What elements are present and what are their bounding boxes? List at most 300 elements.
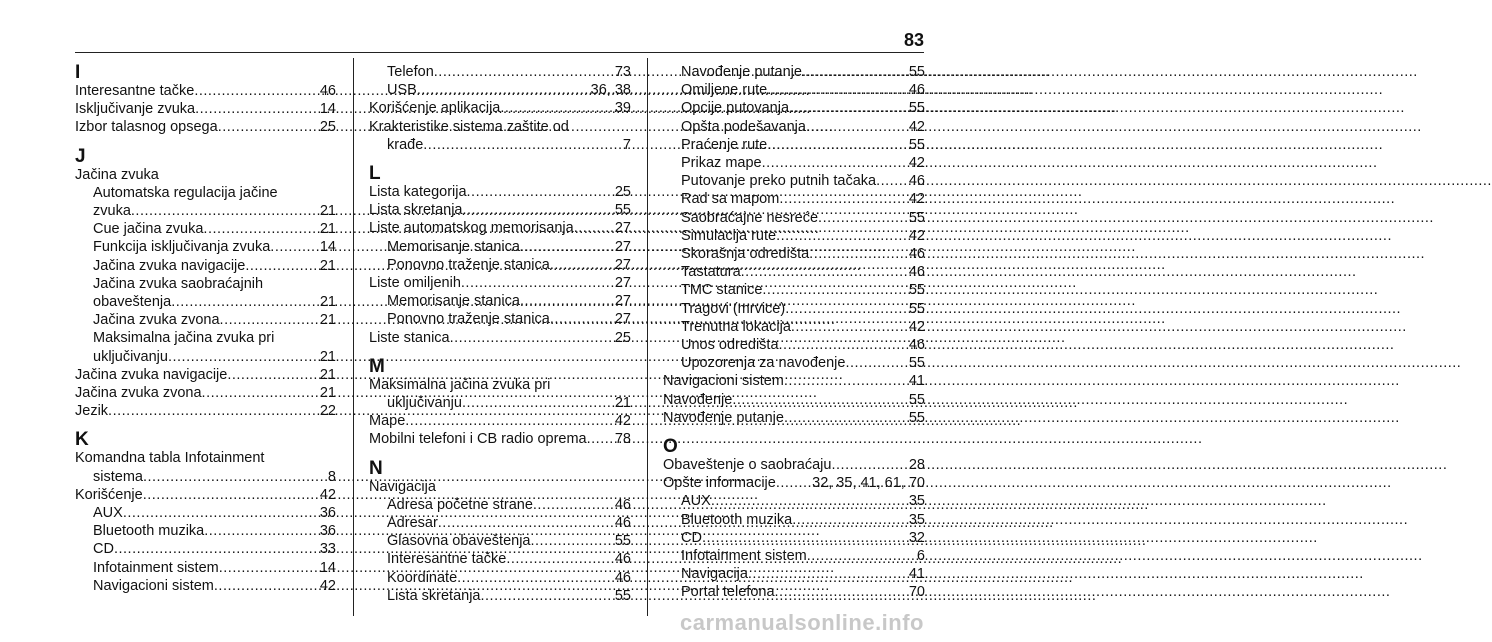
entry-page: 27	[614, 293, 631, 310]
index-heading: Maksimalna jačina zvuka pri	[369, 376, 551, 393]
entry-label: AUX	[93, 505, 123, 522]
entry-page: 55	[908, 355, 925, 372]
entry-label: uključivanju	[93, 348, 168, 365]
index-entry	[75, 311, 336, 329]
dot-leader	[520, 292, 614, 310]
entry-label: Navođenje putanje	[681, 64, 802, 80]
entry-page: 78	[614, 431, 631, 448]
entry-page: 55	[908, 409, 925, 426]
dot-leader	[219, 559, 319, 577]
entry-label: Navođenje	[663, 391, 733, 408]
index-entry	[369, 81, 631, 99]
dot-leader	[748, 565, 908, 583]
entry-label: Tastatura	[681, 264, 741, 281]
dot-leader	[831, 456, 907, 474]
entry-label: Cue jačina zvuka	[93, 221, 204, 238]
entry-page: 46	[908, 173, 925, 190]
entry-label: Navigacija	[681, 566, 748, 583]
index-entry	[369, 219, 631, 237]
entry-label: Mobilni telefoni i CB radio oprema	[369, 431, 587, 448]
dot-leader	[520, 238, 614, 256]
dot-leader	[204, 522, 319, 540]
entry-label: Memorisanje stanica	[387, 293, 520, 310]
entry-page: 46	[614, 569, 631, 586]
index-entry	[663, 99, 925, 117]
dot-leader	[481, 587, 614, 605]
dot-leader	[533, 496, 614, 514]
entry-label: Praćenje rute	[681, 136, 768, 153]
index-entry	[75, 486, 336, 504]
dot-leader	[506, 550, 614, 568]
index-entry	[75, 257, 336, 275]
dot-leader	[434, 63, 614, 81]
index-entry	[663, 511, 925, 529]
index-entry	[75, 82, 336, 100]
dot-leader	[227, 366, 319, 384]
dot-leader	[114, 540, 319, 558]
index-entry	[663, 474, 925, 492]
section-letter: M	[369, 355, 385, 377]
index-heading: Navigacija	[369, 478, 436, 495]
index-entry	[369, 310, 631, 328]
dot-leader	[467, 183, 614, 201]
index-entry	[663, 492, 925, 510]
index-entry	[663, 300, 925, 318]
entry-label: Tragovi (mrvice)	[681, 300, 786, 317]
dot-leader	[131, 202, 319, 220]
index-heading: Automatska regulacija jačine	[93, 184, 278, 201]
entry-label: Putovanje preko putnih tačaka	[681, 173, 877, 190]
entry-label: Adresar	[387, 515, 438, 532]
dot-leader	[789, 99, 908, 117]
index-entry	[663, 263, 925, 281]
entry-label: Jačina zvuka zvona	[75, 385, 202, 402]
dot-leader	[732, 391, 908, 409]
entry-label: Interesantne tačke	[75, 83, 195, 99]
index-entry	[369, 201, 631, 219]
entry-label: Simulacija rute	[681, 227, 777, 244]
section-letter: J	[75, 145, 86, 167]
entry-label: Lista kategorija	[369, 184, 467, 201]
entry-page: 27	[614, 311, 631, 328]
index-heading: Maksimalna jačina zvuka pri	[93, 330, 275, 347]
dot-leader	[143, 486, 319, 504]
entry-page: 46	[614, 496, 631, 513]
entry-label: Navođenje putanje	[663, 409, 784, 426]
entry-label: Izbor talasnog opsega	[75, 119, 218, 136]
index-column-2	[369, 63, 631, 605]
entry-page: 46	[614, 515, 631, 532]
dot-leader	[194, 82, 319, 100]
index-entry	[369, 256, 631, 274]
entry-label: Korišćenje	[75, 486, 143, 503]
dot-leader	[123, 504, 319, 522]
index-entry	[663, 354, 925, 372]
dot-leader	[784, 372, 908, 390]
entry-label: TMC stanice	[681, 282, 763, 299]
entry-label: USB	[387, 82, 417, 99]
index-heading: Jačina zvuka saobraćajnih	[93, 275, 264, 292]
dot-leader	[463, 201, 614, 219]
dot-leader	[587, 430, 614, 448]
dot-leader	[461, 274, 614, 292]
entry-page: 42	[908, 118, 925, 135]
entry-label: Ponovno traženje stanica	[387, 311, 550, 328]
dot-leader	[776, 474, 811, 492]
index-entry	[75, 202, 336, 220]
entry-label: Obaveštenje o saobraćaju	[663, 457, 832, 474]
entry-page: 55	[908, 136, 925, 153]
entry-label: Jačina zvuka navigacije	[75, 366, 228, 383]
entry-page: 55	[614, 587, 631, 604]
dot-leader	[574, 219, 614, 237]
entry-label: zvuka	[93, 203, 131, 220]
entry-page: 55	[908, 64, 925, 80]
entry-page: 42	[319, 577, 336, 594]
index-entry	[75, 522, 336, 540]
index-column-1	[75, 63, 336, 595]
section-letter: L	[369, 163, 381, 185]
entry-label: Opšta podešavanja	[681, 118, 806, 135]
page-number: 83	[903, 30, 924, 50]
entry-label: Koordinate	[387, 569, 458, 586]
entry-page: 21	[319, 348, 336, 365]
entry-page: 33	[319, 541, 336, 558]
entry-label: Bluetooth muzika	[681, 511, 793, 528]
entry-label: CD	[93, 541, 114, 558]
dot-leader	[702, 529, 908, 547]
entry-label: Skorašnja odredišta	[681, 246, 810, 263]
entry-label: Memorisanje stanica	[387, 238, 520, 255]
dot-leader	[171, 293, 319, 311]
index-entry	[369, 394, 631, 412]
entry-page: 32, 35, 41, 61, 70	[812, 475, 925, 492]
entry-page: 21	[319, 366, 336, 383]
entry-page: 36	[319, 505, 336, 522]
index-entry	[75, 402, 336, 420]
index-heading: Jačina zvuka	[75, 166, 159, 183]
index-entry	[369, 238, 631, 256]
header-rule	[75, 52, 924, 53]
index-entry	[369, 183, 631, 201]
entry-label: CD	[681, 529, 702, 546]
entry-label: Infotainment sistem	[681, 548, 807, 565]
dot-leader	[775, 583, 908, 601]
index-column-3	[663, 63, 925, 602]
dot-leader	[809, 245, 908, 263]
dot-leader	[203, 220, 318, 238]
entry-label: Navigacioni sistem	[663, 373, 784, 390]
entry-label: Telefon	[387, 64, 434, 80]
entry-page: 14	[319, 559, 336, 576]
entry-page: 46	[319, 83, 336, 99]
dot-leader	[776, 227, 908, 245]
index-entry	[75, 366, 336, 384]
entry-label: Adresa početne strane	[387, 496, 533, 513]
index-entry	[663, 583, 925, 601]
entry-page: 55	[908, 100, 925, 117]
dot-leader	[220, 311, 319, 329]
index-entry	[369, 496, 631, 514]
index-entry	[663, 118, 925, 136]
index-entry	[369, 430, 631, 448]
entry-page: 46	[908, 246, 925, 263]
entry-label: Infotainment sistem	[93, 559, 219, 576]
entry-page: 27	[614, 256, 631, 273]
dot-leader	[245, 257, 319, 275]
entry-page: 42	[908, 318, 925, 335]
entry-page: 41	[908, 566, 925, 583]
entry-label: Unos odredišta	[681, 337, 779, 354]
index-entry	[663, 154, 925, 172]
entry-label: Liste stanica	[369, 329, 450, 346]
entry-page: 8	[327, 468, 336, 485]
entry-page: 46	[614, 551, 631, 568]
entry-page: 42	[319, 486, 336, 503]
entry-page: 42	[908, 155, 925, 172]
entry-page: 42	[614, 413, 631, 430]
index-entry	[369, 136, 631, 154]
dot-leader	[785, 300, 908, 318]
dot-leader	[779, 336, 908, 354]
index-entry	[663, 565, 925, 583]
dot-leader	[202, 384, 319, 402]
index-entry	[663, 318, 925, 336]
entry-page: 21	[319, 257, 336, 274]
entry-label: Rad sa mapom	[681, 191, 780, 208]
watermark: carmanualsonline.info	[680, 610, 924, 635]
index-entry	[663, 391, 925, 409]
dot-leader	[168, 348, 319, 366]
index-entry	[369, 550, 631, 568]
dot-leader	[791, 318, 908, 336]
index-heading: Komandna tabla Infotainment	[75, 450, 265, 467]
index-entry	[663, 547, 925, 565]
index-entry	[75, 577, 336, 595]
entry-label: Jačina zvuka navigacije	[93, 257, 246, 274]
entry-label: Trenutna lokacija	[681, 318, 791, 335]
index-entry	[75, 293, 336, 311]
entry-page: 21	[319, 312, 336, 329]
entry-page: 46	[908, 82, 925, 99]
dot-leader	[457, 569, 614, 587]
index-entry	[663, 456, 925, 474]
dot-leader	[195, 100, 319, 118]
entry-page: 21	[319, 221, 336, 238]
entry-label: Navigacioni sistem	[93, 577, 214, 594]
entry-page: 55	[908, 300, 925, 317]
dot-leader	[767, 136, 908, 154]
dot-leader	[417, 81, 590, 99]
dot-leader	[218, 118, 319, 136]
index-entry	[663, 529, 925, 547]
entry-page: 14	[319, 101, 336, 118]
entry-page: 21	[319, 385, 336, 402]
entry-page: 14	[319, 239, 336, 256]
entry-label: Liste omiljenih	[369, 275, 461, 292]
index-entry	[75, 384, 336, 402]
dot-leader	[550, 310, 614, 328]
entry-label: sistema	[93, 468, 143, 485]
entry-label: Lista skretanja	[369, 202, 463, 219]
entry-page: 27	[614, 220, 631, 237]
entry-label: uključivanju	[387, 395, 462, 412]
index-entry	[663, 81, 925, 99]
entry-page: 42	[908, 191, 925, 208]
index-entry	[75, 100, 336, 118]
index-entry	[369, 274, 631, 292]
entry-page: 25	[614, 329, 631, 346]
entry-page: 55	[908, 391, 925, 408]
index-entry	[663, 209, 925, 227]
entry-page: 46	[908, 337, 925, 354]
dot-leader	[405, 412, 614, 430]
index-entry	[663, 172, 925, 190]
dot-leader	[550, 256, 614, 274]
section-letter: O	[663, 436, 678, 458]
index-entry	[663, 372, 925, 390]
index-entry	[369, 532, 631, 550]
index-entry	[663, 227, 925, 245]
entry-page: 55	[614, 533, 631, 550]
dot-leader	[876, 172, 908, 190]
dot-leader	[462, 394, 614, 412]
entry-page: 6	[916, 548, 925, 565]
entry-page: 21	[319, 294, 336, 311]
index-entry	[75, 118, 336, 136]
index-entry	[663, 136, 925, 154]
index-entry	[369, 63, 631, 81]
index-entry	[75, 238, 336, 256]
index-entry	[663, 281, 925, 299]
entry-label: Portal telefona	[681, 584, 775, 601]
entry-label: Liste automatskog memorisanja	[369, 220, 574, 237]
index-entry	[663, 63, 925, 81]
dot-leader	[143, 468, 327, 486]
index-entry	[663, 245, 925, 263]
dot-leader	[423, 136, 622, 154]
entry-page: 27	[614, 275, 631, 292]
entry-label: Prikaz mape	[681, 155, 762, 172]
index-entry	[663, 409, 925, 427]
entry-label: Jačina zvuka zvona	[93, 312, 220, 329]
index-entry	[663, 190, 925, 208]
index-entry	[75, 220, 336, 238]
entry-page: 27	[614, 238, 631, 255]
entry-page: 21	[614, 395, 631, 412]
entry-label: AUX	[681, 493, 711, 510]
dot-leader	[784, 409, 908, 427]
dot-leader	[802, 63, 908, 81]
dot-leader	[818, 209, 908, 227]
index-entry	[75, 559, 336, 577]
entry-label: Ponovno traženje stanica	[387, 256, 550, 273]
dot-leader	[270, 238, 319, 256]
entry-label: Interesantne tačke	[387, 551, 507, 568]
entry-page: 36, 38	[590, 82, 631, 99]
entry-page: 32	[908, 529, 925, 546]
entry-label: Jezik	[75, 403, 109, 420]
entry-label: Saobraćajne nesreće	[681, 209, 819, 226]
index-entry	[369, 569, 631, 587]
entry-label: Glasovna obaveštenja	[387, 533, 531, 550]
entry-page: 70	[908, 584, 925, 601]
dot-leader	[741, 263, 908, 281]
index-heading: Krakteristike sistema zaštite od	[369, 118, 569, 135]
entry-page: 21	[319, 203, 336, 220]
index-entry	[75, 540, 336, 558]
index-entry	[75, 504, 336, 522]
index-entry	[75, 468, 336, 486]
dot-leader	[531, 532, 614, 550]
section-letter: K	[75, 429, 89, 451]
entry-page: 55	[908, 209, 925, 226]
entry-page: 25	[319, 119, 336, 136]
section-letter: N	[369, 457, 383, 479]
dot-leader	[792, 511, 908, 529]
dot-leader	[807, 547, 916, 565]
dot-leader	[108, 402, 319, 420]
dot-leader	[779, 190, 908, 208]
index-entry	[75, 348, 336, 366]
entry-page: 46	[908, 264, 925, 281]
entry-page: 25	[614, 184, 631, 201]
dot-leader	[806, 118, 908, 136]
entry-label: Lista skretanja	[387, 587, 481, 604]
entry-page: 73	[614, 64, 631, 80]
entry-page: 28	[908, 457, 925, 474]
entry-page: 35	[908, 493, 925, 510]
index-entry	[369, 412, 631, 430]
dot-leader	[214, 577, 319, 595]
entry-page: 41	[908, 373, 925, 390]
index-entry	[369, 292, 631, 310]
entry-label: krađe	[387, 136, 424, 153]
dot-leader	[500, 99, 613, 117]
dot-leader	[762, 281, 907, 299]
entry-label: Omiljene rute	[681, 82, 768, 99]
index-entry	[663, 336, 925, 354]
index-entry	[369, 587, 631, 605]
entry-page: 55	[908, 282, 925, 299]
entry-label: Isključivanje zvuka	[75, 101, 196, 118]
entry-page: 36	[319, 523, 336, 540]
entry-label: Mape	[369, 413, 406, 430]
entry-page: 42	[908, 227, 925, 244]
entry-label: Opcije putovanja	[681, 100, 790, 117]
dot-leader	[450, 329, 614, 347]
entry-label: Korišćenje aplikacija	[369, 100, 501, 117]
dot-leader	[845, 354, 907, 372]
entry-page: 22	[319, 403, 336, 420]
dot-leader	[438, 514, 614, 532]
index-entry	[369, 99, 631, 117]
entry-label: Bluetooth muzika	[93, 523, 205, 540]
entry-label: Funkcija isključivanja zvuka	[93, 239, 271, 256]
dot-leader	[711, 492, 908, 510]
entry-page: 55	[614, 202, 631, 219]
dot-leader	[762, 154, 908, 172]
entry-page: 39	[614, 100, 631, 117]
entry-label: Upozorenja za navođenje	[681, 355, 846, 372]
entry-page: 35	[908, 511, 925, 528]
entry-label: obaveštenja	[93, 294, 172, 311]
index-entry	[369, 329, 631, 347]
entry-label: Opšte informacije	[663, 475, 776, 492]
index-entry	[369, 514, 631, 532]
section-letter: I	[75, 62, 81, 83]
entry-page: 7	[622, 136, 631, 153]
